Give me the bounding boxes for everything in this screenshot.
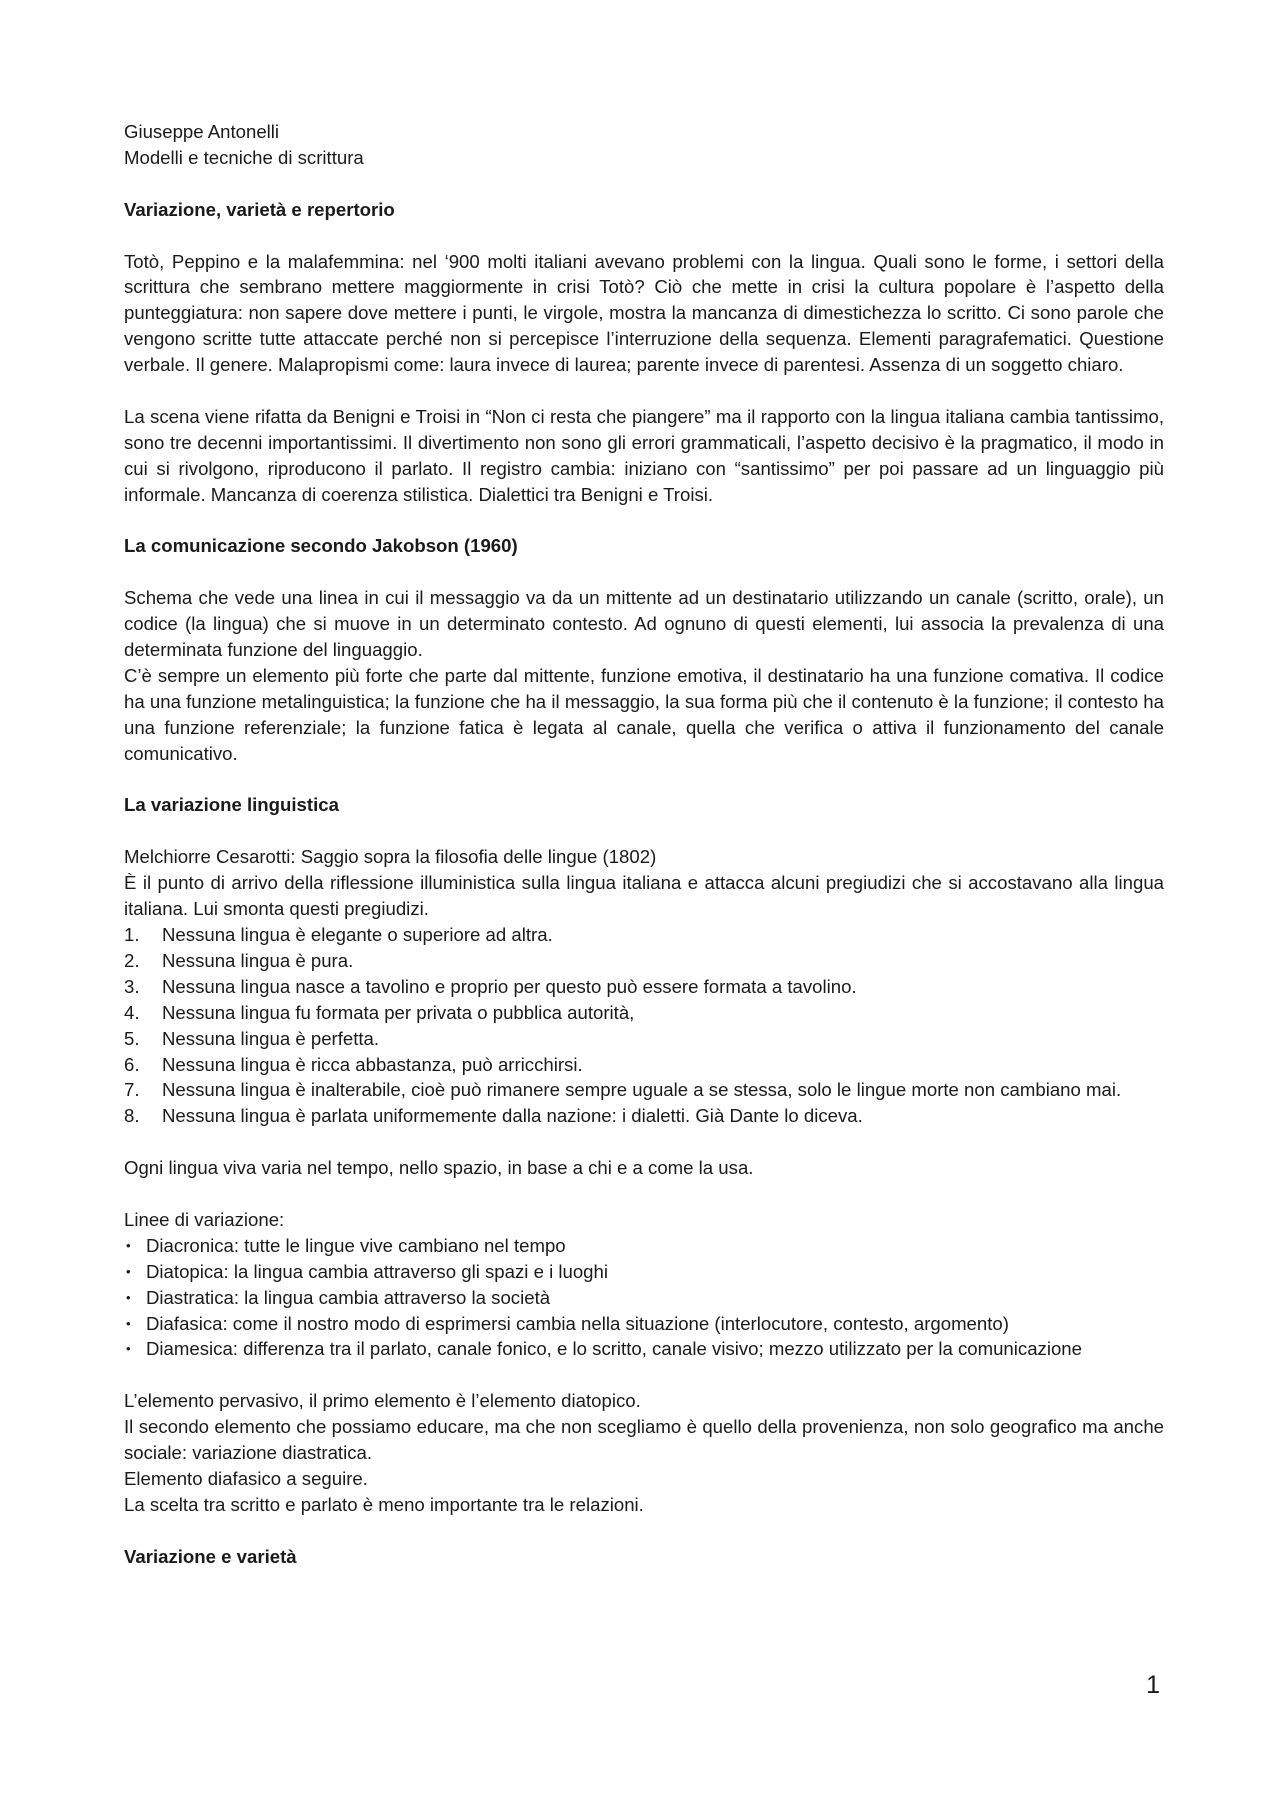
paragraph-diastratica: Il secondo elemento che possiamo educare, ma che non scegliamo è quello della provenienza, non solo geografico ma anche sociale: variazione diastratica. [124,1416,1164,1464]
bullet-icon: • [126,1263,131,1279]
bullet-icon: • [126,1341,131,1357]
list-text: Nessuna lingua è pura. [162,949,354,971]
paragraph-scritto-parlato: La scelta tra scritto e parlato è meno importante tra le relazioni. [124,1493,644,1515]
spacer [124,1362,1164,1388]
spacer [124,1129,1164,1155]
list-item [124,1103,1164,1129]
bullet-icon: • [126,1237,131,1253]
spacer [124,378,1164,404]
document-page [124,119,1164,1570]
list-number: 7. [124,1079,140,1101]
source-citation: Melchiorre Cesarotti: Saggio sopra la filosofia delle lingue (1802) [124,846,657,868]
spacer [124,223,1164,249]
list-text: Diastratica: la lingua cambia attraverso la società [146,1286,551,1308]
lines-intro: Linee di variazione: [124,1208,285,1230]
list-item [124,1285,1164,1311]
list-item [124,974,1164,1000]
list-item [124,1000,1164,1026]
list-item [124,1052,1164,1078]
bullet-icon: • [126,1315,131,1331]
page-number: 1 [1146,1671,1160,1699]
list-text: Nessuna lingua è ricca abbastanza, può arricchirsi. [162,1053,583,1075]
list-item [124,1336,1164,1362]
list-text: Nessuna lingua è inalterabile, cioè può rimanere sempre uguale a se stessa, solo le lingue morte non cambiano mai. [162,1079,1122,1101]
section-heading-varieta: Variazione e varietà [124,1545,297,1567]
bullet-list [124,1233,1164,1363]
section-heading-variazione-linguistica: La variazione linguistica [124,794,339,816]
paragraph-schema: Schema che vede una linea in cui il messaggio va da un mittente ad un destinatario utilizzando un canale (scritto, orale), un codice (la lingua) che si muove in un determinato contesto. Ad ognuno di questi elementi, lui associa la prevalenza di una determinata funzione del linguaggio. [124,587,1164,661]
spacer [124,1181,1164,1207]
list-number: 4. [124,1001,140,1023]
list-item [124,922,1164,948]
list-text: Diacronica: tutte le lingue vive cambiano nel tempo [146,1234,566,1256]
spacer [124,1518,1164,1544]
list-item [124,1026,1164,1052]
paragraph-benigni-troisi: La scena viene rifatta da Benigni e Troisi in “Non ci resta che piangere” ma il rapporto con la lingua italiana cambia tantissimo, sono tre decenni importantissimi. Il divertimento non sono gli errori grammaticali, l’aspetto decisivo è la pragmatico, il modo in cui si rivolgono, riproducono il parlato. Il registro cambia: iniziano con “santissimo” per poi passare ad un linguaggio più informale. Mancanza di coerenza stilistica. Dialettici tra Benigni e Troisi. [124,405,1164,505]
list-text: Nessuna lingua nasce a tavolino e proprio per questo può essere formata a tavolino. [162,975,857,997]
course-title: Modelli e tecniche di scrittura [124,146,364,168]
section-heading-variazione: Variazione, varietà e repertorio [124,198,395,220]
list-text: Nessuna lingua è perfetta. [162,1027,380,1049]
spacer [124,559,1164,585]
list-number: 8. [124,1105,140,1127]
list-number: 1. [124,923,140,945]
list-text: Nessuna lingua fu formata per privata o pubblica autorità, [162,1001,635,1023]
list-number: 6. [124,1053,140,1075]
section-heading-jakobson: La comunicazione secondo Jakobson (1960) [124,535,518,557]
list-text: Diatopica: la lingua cambia attraverso gli spazi e i luoghi [146,1260,608,1282]
list-item [124,1311,1164,1337]
spacer [124,171,1164,197]
spacer [124,818,1164,844]
paragraph-toto: Totò, Peppino e la malafemmina: nel ‘900 molti italiani avevano problemi con la lingua. Quali sono le forme, i settori della scrittura che sembrano mettere maggiormente in crisi Totò? Ciò che mette in crisi la cultura popolare è l’aspetto della punteggiatura: non sapere dove mettere i punti, le virgole, mostra la mancanza di dimestichezza lo scritto. Ci sono parole che vengono scritte tutte attaccate perché non si percepisce l’interruzione della sequenza. Elementi paragrafematici. Questione verbale. Il genere. Malapropismi come: laura invece di laurea; parente invece di parentesi. Assenza di un soggetto chiaro. [124,250,1164,376]
bullet-icon: • [126,1289,131,1305]
list-item [124,1077,1164,1103]
spacer [124,767,1164,793]
paragraph-diafasico: Elemento diafasico a seguire. [124,1467,368,1489]
paragraph-funzioni: C’è sempre un elemento più forte che parte dal mittente, funzione emotiva, il destinatario ha una funzione comativa. Il codice ha una funzione metalinguistica; la funzione che ha il messaggio, la sua forma più che il contenuto è la funzione; il contesto ha una funzione referenziale; la funzione fatica è legata al canale, quella che verifica o attiva il funzionamento del canale comunicativo. [124,664,1164,764]
paragraph-diatopico: L’elemento pervasivo, il primo elemento è l’elemento diatopico. [124,1390,641,1412]
paragraph-cesarotti: È il punto di arrivo della riflessione illuministica sulla lingua italiana e attacca alcuni pregiudizi che si accostavano alla lingua italiana. Lui smonta questi pregiudizi. [124,872,1164,920]
list-text: Diamesica: differenza tra il parlato, canale fonico, e lo scritto, canale visivo; mezzo utilizzato per la comunicazione [146,1338,1082,1360]
spacer [124,508,1164,534]
list-number: 5. [124,1027,140,1049]
list-item [124,948,1164,974]
numbered-list [124,922,1164,1129]
list-text: Nessuna lingua è elegante o superiore ad altra. [162,923,553,945]
list-number: 2. [124,949,140,971]
paragraph-summary: Ogni lingua viva varia nel tempo, nello spazio, in base a chi e a come la usa. [124,1157,754,1179]
author-name: Giuseppe Antonelli [124,121,280,142]
list-text: Diafasica: come il nostro modo di esprimersi cambia nella situazione (interlocutore, contesto, argomento) [146,1312,1009,1334]
list-number: 3. [124,975,140,997]
list-item [124,1259,1164,1285]
list-item [124,1233,1164,1259]
list-text: Nessuna lingua è parlata uniformemente dalla nazione: i dialetti. Già Dante lo diceva. [162,1105,863,1127]
